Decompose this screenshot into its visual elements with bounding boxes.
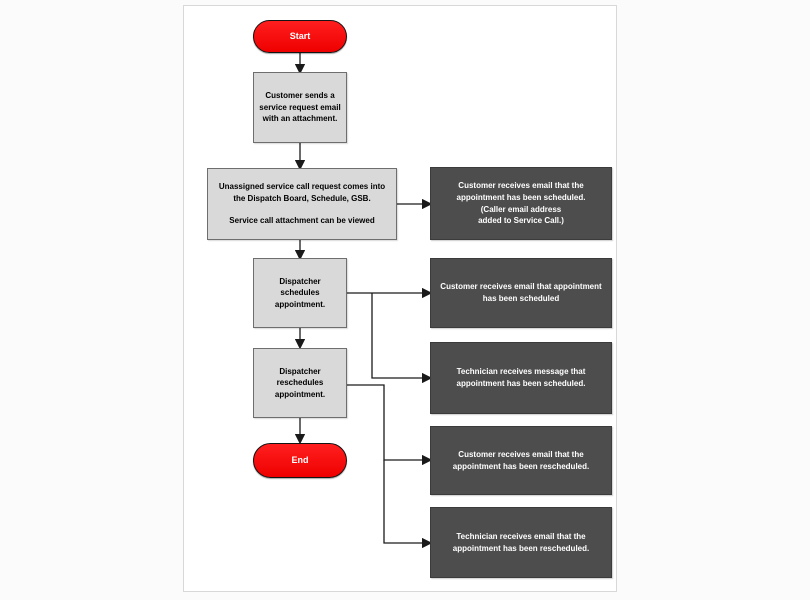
notify-customer-scheduled-email xyxy=(430,258,612,328)
notify-label: Technician receives email that the appointment has been rescheduled. xyxy=(452,531,590,553)
notify-label-line3: added to Service Call.) xyxy=(478,216,564,226)
process-dispatcher-schedules xyxy=(253,258,347,328)
notify-label: Customer receives email that the appointment has been rescheduled. xyxy=(452,449,590,471)
process-dispatcher-reschedules xyxy=(253,348,347,418)
start-terminator xyxy=(253,20,347,53)
blank-line xyxy=(213,204,391,215)
process-label: Dispatcher schedules appointment. xyxy=(274,276,326,309)
notify-label: Customer receives email that appointment has been scheduled xyxy=(440,282,602,303)
process-unassigned-service-call xyxy=(207,168,397,240)
end-terminator xyxy=(253,443,347,478)
notify-customer-scheduled-caller-added xyxy=(430,167,612,240)
notify-label: Technician receives message that appointment has been scheduled. xyxy=(456,367,586,388)
end-label: End xyxy=(291,454,309,465)
process-label: Customer sends a service request email with an attachment. xyxy=(259,91,341,124)
process-label: Dispatcher reschedules appointment. xyxy=(274,366,326,399)
process-customer-sends-request xyxy=(253,72,347,143)
process-label-line2: Service call attachment can be viewed xyxy=(229,216,375,226)
notify-technician-rescheduled-email xyxy=(430,507,612,578)
notify-customer-rescheduled-email xyxy=(430,426,612,495)
start-label: Start xyxy=(289,30,311,41)
process-label-line1: Unassigned service call request comes into the Dispatch Board, Schedule, GSB. xyxy=(218,182,386,203)
notify-technician-scheduled-message xyxy=(430,342,612,414)
notify-label-line2: (Caller email address xyxy=(480,204,562,214)
notify-label-line1: Customer receives email that the appointment has been scheduled. xyxy=(456,181,586,202)
